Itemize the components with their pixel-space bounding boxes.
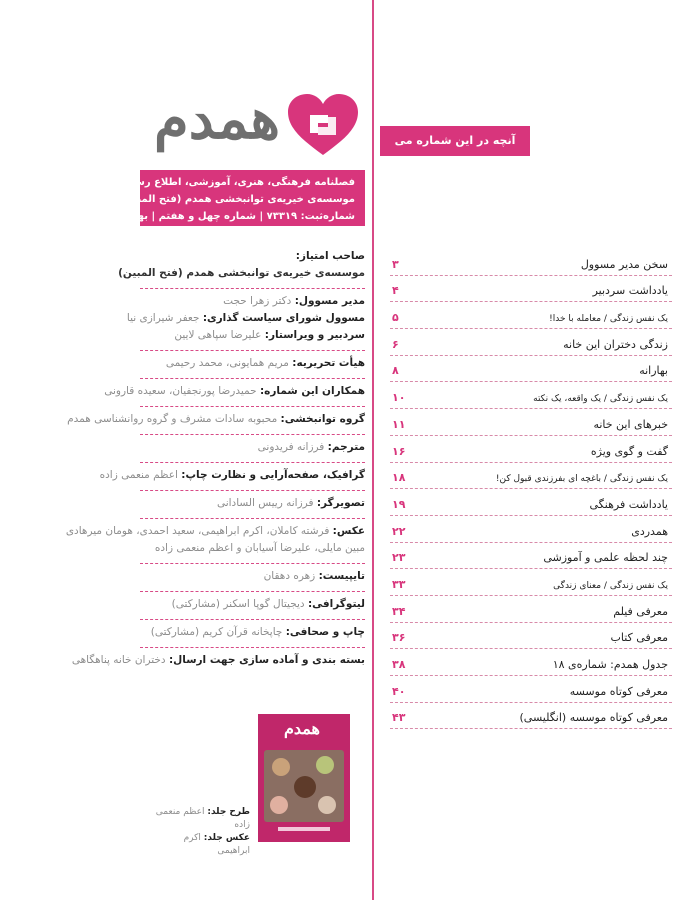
toc-item[interactable] [390, 329, 672, 356]
banner-line-3: شماره‌ثبت: ۷۳۳۱۹ | شماره چهل و هفتم | بهار ۱۴۰۲ [100, 211, 355, 222]
staff-label: چاپ و صحافی: [285, 626, 365, 638]
toc-item-page: ۲۲ [392, 524, 406, 538]
publication-banner [100, 170, 365, 226]
toc-item-title: معرفی کتاب [610, 631, 668, 645]
staff-credits [65, 244, 365, 675]
toc-item[interactable] [390, 676, 672, 703]
cover-design-value: اعظم منعمی زاده [155, 807, 250, 830]
toc-item-title: معرفی کوتاه موسسه [569, 684, 668, 698]
staff-row [140, 327, 365, 344]
toc-item[interactable] [390, 703, 672, 730]
staff-value: جعفر شیرازی نیا [126, 312, 203, 324]
staff-row [104, 383, 365, 400]
cover-credits [150, 806, 250, 858]
cover-thumbnail [258, 714, 350, 842]
staff-row [140, 624, 365, 641]
heart-logo-icon [286, 93, 360, 157]
table-of-contents [390, 249, 672, 729]
toc-item[interactable] [390, 356, 672, 383]
toc-item[interactable] [390, 649, 672, 676]
staff-label: همکاران این شماره: [259, 385, 365, 397]
toc-item-page: ۳۸ [392, 658, 406, 671]
toc-item-title: یادداشت فرهنگی [589, 497, 668, 511]
toc-item[interactable] [390, 249, 672, 276]
toc-heading: آنچه در این شماره می خوانید [380, 126, 530, 156]
toc-item-page: ۴۰ [392, 684, 406, 698]
toc-item-page: ۲۳ [392, 551, 406, 565]
staff-row [99, 467, 365, 484]
toc-item[interactable] [390, 436, 672, 463]
staff-row [140, 248, 365, 265]
staff-label: گروه توانبخشی: [280, 413, 365, 425]
staff-value: محبوبه سادات مشرف و گروه روانشناسی همدم [67, 413, 281, 425]
cover-title: همدم [284, 719, 320, 738]
staff-section [140, 564, 365, 592]
staff-section [140, 491, 365, 519]
toc-item-title: جدول همدم: شماره‌ی ۱۸ [552, 658, 668, 671]
toc-item-title: یک نفس زندگی / باغچه ای بفرزندی قبول کن! [495, 474, 668, 485]
cover-footer [278, 827, 330, 831]
toc-item-title: معرفی فیلم [613, 604, 668, 618]
staff-section [65, 519, 365, 564]
staff-value: زهره دهقان [263, 570, 319, 582]
toc-item-page: ۸ [392, 364, 399, 378]
toc-item[interactable] [390, 569, 672, 596]
toc-item-title: خبرهای این خانه [593, 417, 668, 431]
staff-value: دکتر زهرا حجت [223, 295, 295, 307]
toc-item-title: گفت و گوی ویژه [590, 444, 668, 458]
toc-item-title: یادداشت سردبیر [592, 284, 668, 298]
staff-row [118, 265, 365, 282]
toc-item-page: ۳۴ [392, 604, 406, 618]
staff-value: دیجیتال گوپا اسکنر (مشارکتی) [171, 598, 308, 610]
staff-row [126, 310, 365, 327]
toc-item[interactable] [390, 543, 672, 570]
staff-section [71, 648, 365, 675]
banner-line-2: موسسه‌ی خیریه‌ی توانبخشی همدم (فتح المبین) [119, 194, 355, 205]
staff-value: اعظم منعمی زاده [99, 469, 182, 481]
staff-section [67, 407, 365, 435]
toc-item[interactable] [390, 516, 672, 543]
staff-label: مترجم: [327, 441, 365, 453]
toc-item-page: ۳۳ [392, 577, 406, 591]
staff-row [140, 439, 365, 456]
toc-item[interactable] [390, 382, 672, 409]
toc-item-title: بهارانه [639, 364, 668, 378]
staff-section [126, 289, 365, 351]
staff-label: لیتوگرافی: [307, 598, 365, 610]
toc-item-title: معرفی کوتاه موسسه (انگلیسی) [519, 711, 668, 725]
staff-row [65, 523, 365, 540]
staff-value: دختران خانه پناهگاهی [71, 654, 169, 666]
toc-item-title: یک نفس زندگی / یک واقعه، یک نکته [533, 394, 668, 405]
staff-value: فرزانه فریدونی [257, 441, 328, 453]
staff-section [99, 463, 365, 491]
staff-row [140, 293, 365, 310]
toc-item-title: یک نفس زندگی / معنای زندگی [553, 580, 668, 591]
toc-item-page: ۴۳ [392, 711, 406, 725]
staff-label: تایپیست: [318, 570, 365, 582]
toc-item-page: ۱۰ [392, 391, 406, 405]
toc-item[interactable] [390, 302, 672, 329]
toc-item-page: ۵ [392, 311, 399, 325]
toc-item-page: ۳ [392, 257, 399, 271]
toc-item-title: زندگی دختران این خانه [563, 337, 668, 351]
staff-row [71, 652, 365, 669]
toc-item[interactable] [390, 623, 672, 650]
staff-label: تصویرگر: [316, 497, 365, 509]
staff-section [118, 244, 365, 289]
staff-row [140, 540, 365, 557]
banner-line-1: فصلنامه فرهنگی، هنری، آموزشی، اطلاع رسانی [117, 177, 355, 188]
toc-item[interactable] [390, 596, 672, 623]
staff-label: عکس: [332, 525, 365, 537]
staff-value: علیرضا سپاهی لایین [174, 329, 265, 341]
staff-value: چاپخانه قرآن کریم (مشارکتی) [150, 626, 286, 638]
toc-item-page: ۱۱ [392, 417, 406, 431]
staff-label: سردبیر و ویراستار: [264, 329, 365, 341]
toc-item-title: سخن مدیر مسوول [580, 257, 668, 271]
staff-value: مریم همایونی، محمد رحیمی [165, 357, 293, 369]
staff-section [140, 435, 365, 463]
staff-label: مدیر مسوول: [294, 295, 365, 307]
staff-section [104, 379, 365, 407]
toc-item[interactable] [390, 409, 672, 436]
brand-logo-text: همدم [154, 86, 280, 152]
staff-label: صاحب امتیاز: [295, 250, 365, 262]
staff-section [140, 620, 365, 648]
staff-value: فرزانه رییس السادانی [216, 497, 317, 509]
staff-row [140, 596, 365, 613]
staff-value: حمیدرضا پورنجفیان، سعیده قارونی [104, 385, 260, 397]
staff-value: فرشته کاملان، اکرم ابراهیمی، سعید احمدی، هومان میرهادی [65, 525, 333, 537]
toc-item-page: ۴ [392, 284, 399, 298]
staff-row [140, 495, 365, 512]
toc-item-page: ۱۶ [392, 444, 406, 458]
cover-photo-value: اکرم ابراهیمی [183, 833, 250, 856]
staff-value: موسسه‌ی خیریه‌ی توانبخشی همدم (فتح المبین) [118, 267, 365, 279]
staff-label: گرافیک، صفحه‌آرایی و نظارت چاپ: [181, 469, 365, 481]
cover-design-label: طرح جلد: [207, 807, 250, 817]
toc-item[interactable] [390, 276, 672, 303]
toc-item-title: یک نفس زندگی / معامله با خدا! [549, 314, 668, 325]
staff-label: هیأت تحریریه: [292, 357, 365, 369]
toc-item-title: چند لحظه علمی و آموزشی [543, 551, 668, 565]
cover-photo [264, 750, 344, 822]
staff-value: مبین مایلی، علیرضا آسیابان و اعظم منعمی زاده [154, 542, 365, 554]
toc-item-page: ۱۸ [392, 471, 406, 485]
staff-row [140, 568, 365, 585]
toc-item[interactable] [390, 463, 672, 490]
staff-section [140, 351, 365, 379]
toc-item-title: همدردی [631, 524, 668, 538]
toc-item-page: ۱۹ [392, 497, 406, 511]
toc-item[interactable] [390, 489, 672, 516]
staff-row [67, 411, 365, 428]
staff-section [140, 592, 365, 620]
staff-row [140, 355, 365, 372]
cover-photo-label: عکس جلد: [203, 833, 250, 843]
toc-item-page: ۶ [392, 337, 399, 351]
staff-label: بسته بندی و آماده سازی جهت ارسال: [168, 654, 365, 666]
toc-item-page: ۳۶ [392, 631, 406, 645]
staff-label: مسوول شورای سیاست گذاری: [202, 312, 365, 324]
column-divider [372, 0, 374, 900]
